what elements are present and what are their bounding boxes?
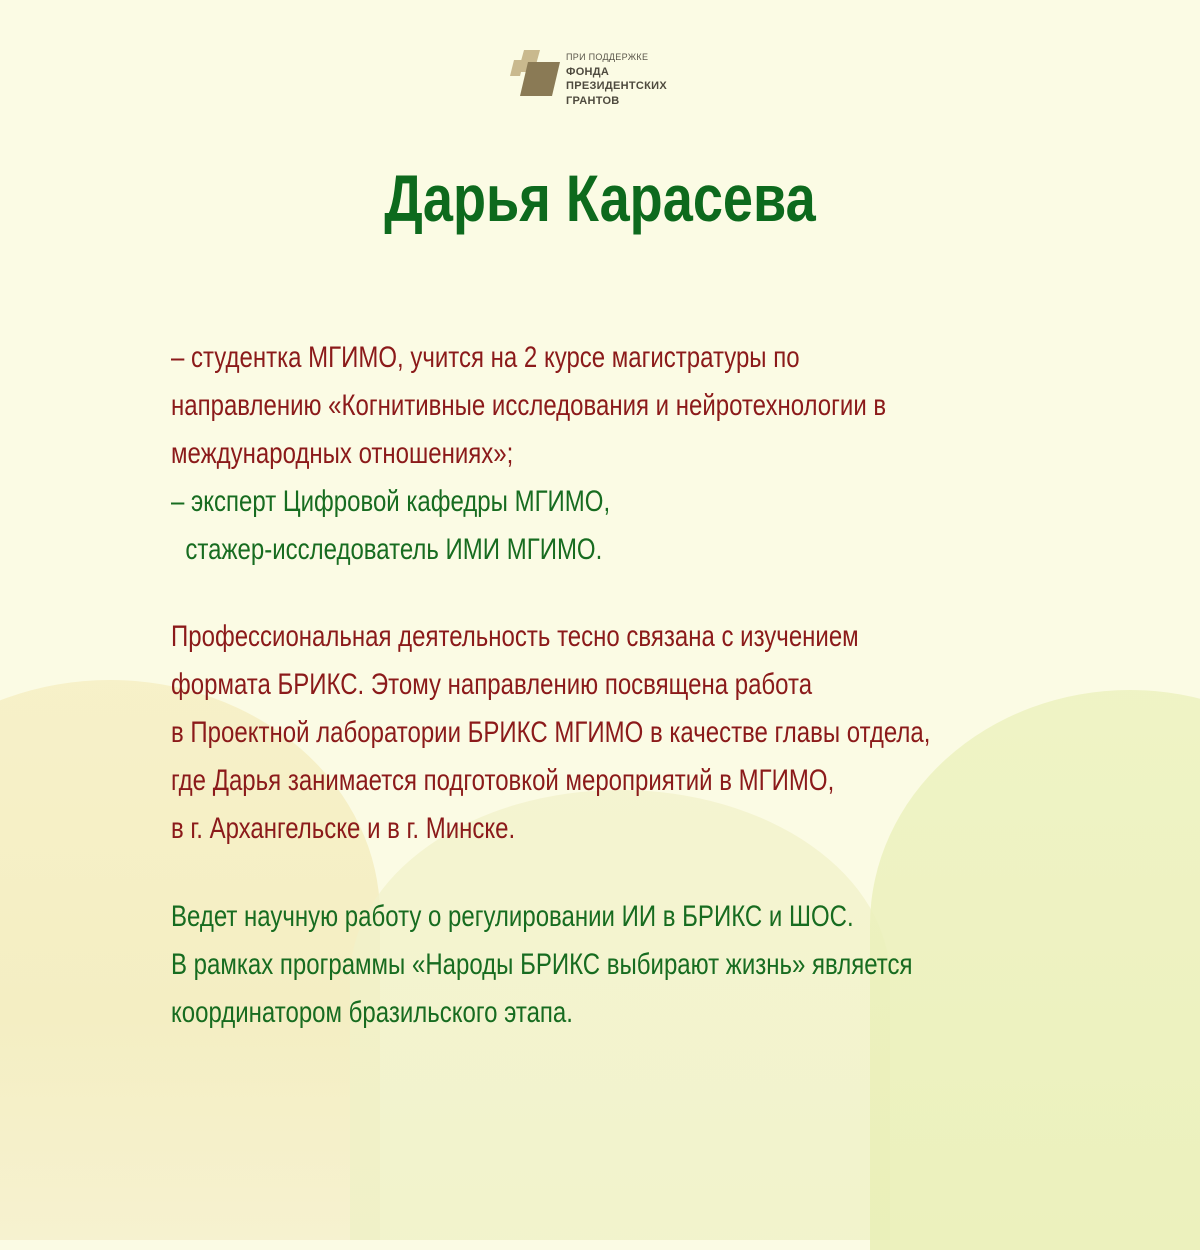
bio-line-2: направлению «Когнитивные исследования и нейротехнологии в: [171, 389, 887, 422]
grant-fund-emblem-icon: [510, 50, 560, 96]
profession-line-3: в Проектной лаборатории БРИКС МГИМО в качестве главы отдела,: [171, 716, 931, 749]
research-line-2: В рамках программы «Народы БРИКС выбирают жизнь» является: [171, 948, 913, 981]
research-section: [171, 893, 971, 1037]
profession-section: [171, 613, 971, 853]
research-line-1: Ведет научную работу о регулировании ИИ в БРИКС и ШОС.: [171, 900, 854, 933]
logo-text: [566, 50, 667, 108]
research-line-3: координатором бразильского этапа.: [171, 996, 573, 1029]
logo-line-fund: ФОНДА: [566, 65, 610, 78]
logo-line-support: ПРИ ПОДДЕРЖКЕ: [566, 52, 649, 62]
profession-line-5: в г. Архангельске и в г. Минске.: [171, 812, 516, 845]
logo-line-presidential: ПРЕЗИДЕНТСКИХ: [566, 80, 668, 92]
bio-line-5: стажер-исследователь ИМИ МГИМО.: [185, 533, 603, 566]
profession-line-4: где Дарья занимается подготовкой мероприятий в МГИМО,: [171, 764, 835, 797]
bio-line-4: – эксперт Цифровой кафедры МГИМО,: [171, 485, 611, 518]
presidential-grants-logo: [510, 50, 667, 108]
page-title: Дарья Карасева: [384, 161, 816, 235]
bio-section: [171, 334, 971, 574]
profession-line-2: формата БРИКС. Этому направлению посвящена работа: [171, 668, 813, 701]
bio-line-3: международных отношениях»;: [171, 437, 514, 470]
bio-line-1: – студентка МГИМО, учится на 2 курсе магистратуры по: [171, 341, 800, 374]
profession-line-1: Профессиональная деятельность тесно связана с изучением: [171, 620, 859, 653]
logo-line-grants: ГРАНТОВ: [566, 94, 620, 107]
